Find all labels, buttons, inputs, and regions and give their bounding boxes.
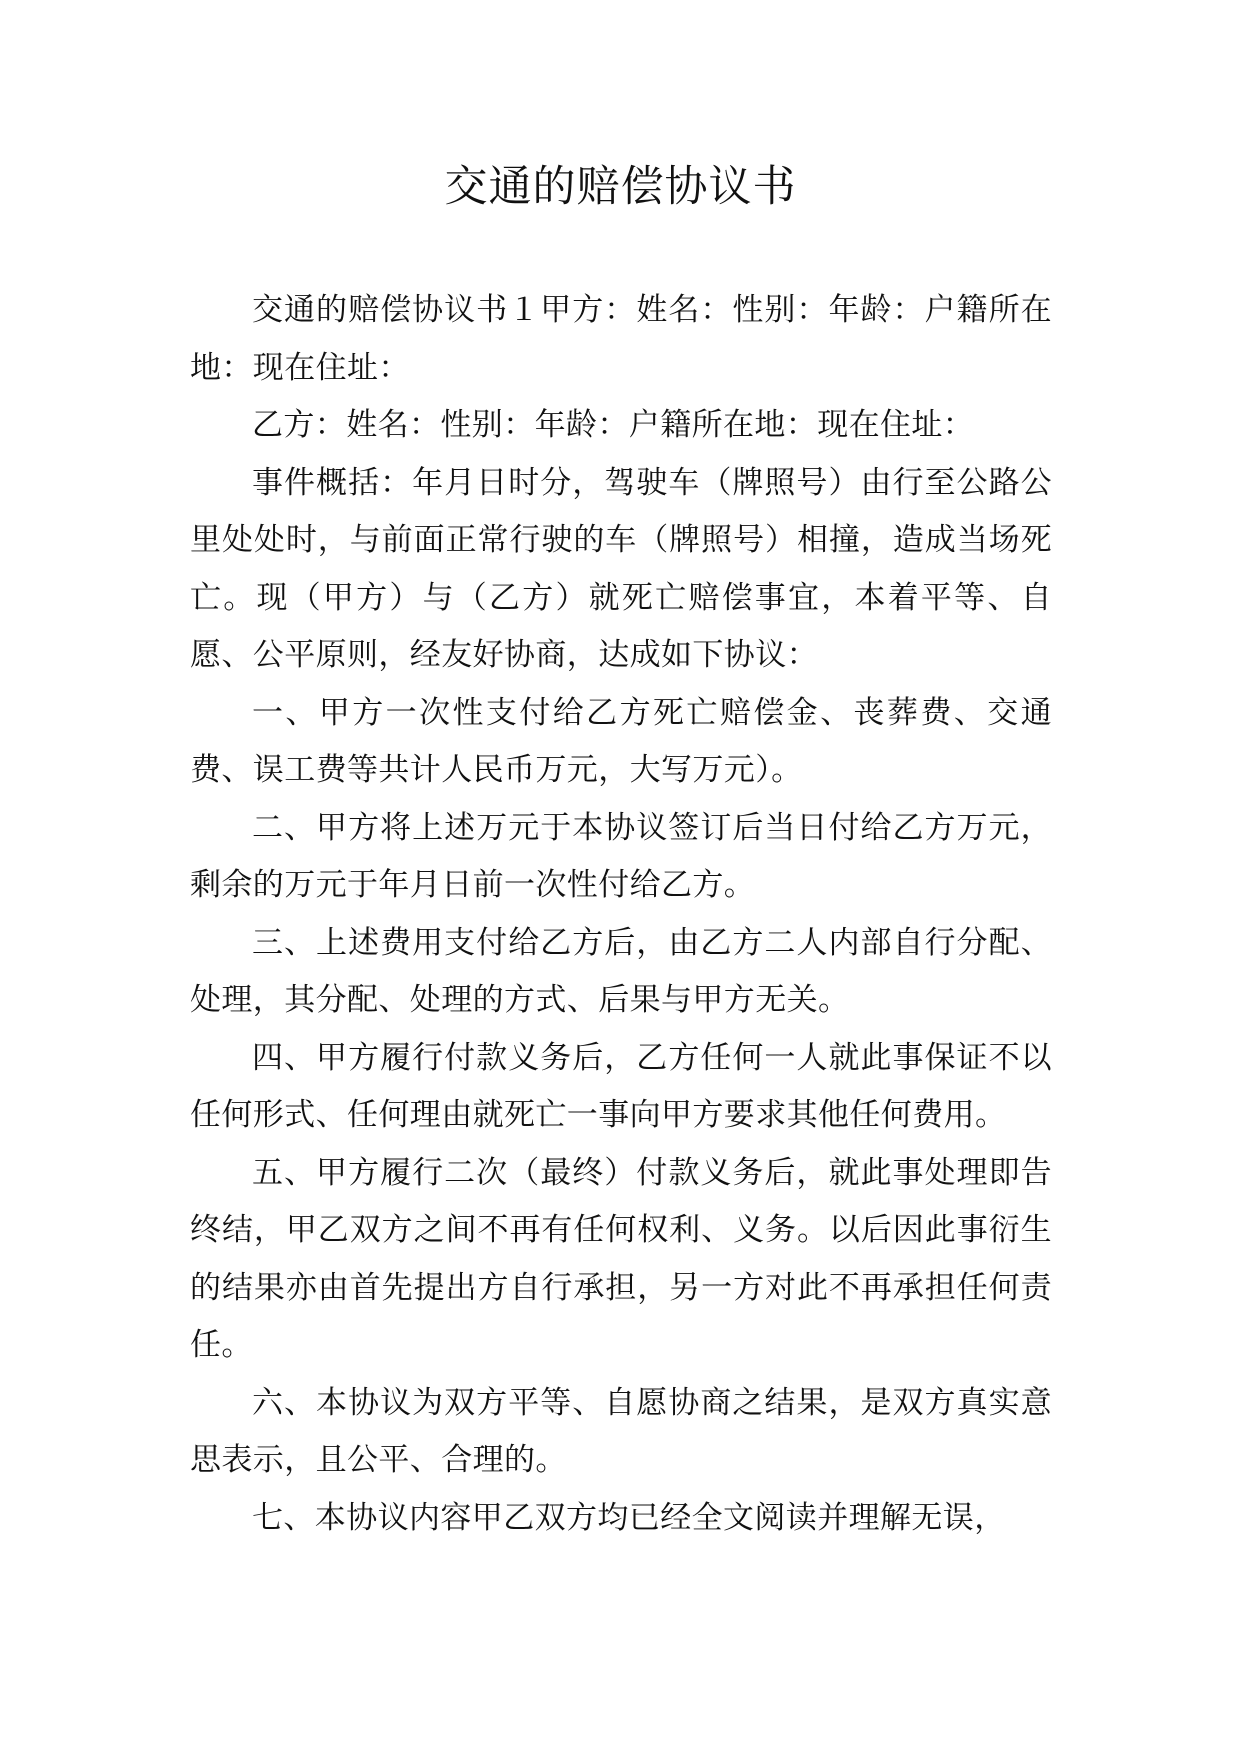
paragraph-clause-1: 一、甲方一次性支付给乙方死亡赔偿金、丧葬费、交通费、误工费等共计人民币万元，大写万元）。: [190, 694, 1052, 788]
paragraph-clause-4: 四、甲方履行付款义务后，乙方任何一人就此事保证不以任何形式、任何理由就死亡一事向甲方要求其他任何费用。: [190, 1039, 1052, 1133]
paragraph-parties-a: 交通的赔偿协议书１甲方：姓名：性别：年龄：户籍所在地：现在住址：: [190, 292, 1052, 386]
document-title: 交通的赔偿协议书: [444, 162, 797, 212]
paragraph-parties-b: 乙方：姓名：性别：年龄：户籍所在地：现在住址：: [252, 407, 975, 443]
paragraph-clause-7: 七、本协议内容甲乙双方均已经全文阅读并理解无误，: [252, 1499, 1006, 1536]
paragraph-clause-3: 三、上述费用支付给乙方后，由乙方二人内部自行分配、处理，其分配、处理的方式、后果与甲方无关。: [190, 924, 1052, 1018]
document-body: [190, 282, 1052, 1547]
paragraph-clause-6: 六、本协议为双方平等、自愿协商之结果，是双方真实意思表示，且公平、合理的。: [190, 1384, 1052, 1478]
paragraph-event-summary: 事件概括：年月日时分，驾驶车（牌照号）由行至公路公里处处时，与前面正常行驶的车（牌照号）相撞，造成当场死亡。现（甲方）与（乙方）就死亡赔偿事宜，本着平等、自愿、公平原则，经友好协商，达成如下协议：: [190, 464, 1052, 673]
paragraph-clause-2: 二、甲方将上述万元于本协议签订后当日付给乙方万元，剩余的万元于年月日前一次性付给乙方。: [190, 809, 1052, 903]
paragraph-clause-5: 五、甲方履行二次（最终）付款义务后，就此事处理即告终结，甲乙双方之间不再有任何权利、义务。以后因此事衍生的结果亦由首先提出方自行承担，另一方对此不再承担任何责任。: [190, 1154, 1052, 1363]
